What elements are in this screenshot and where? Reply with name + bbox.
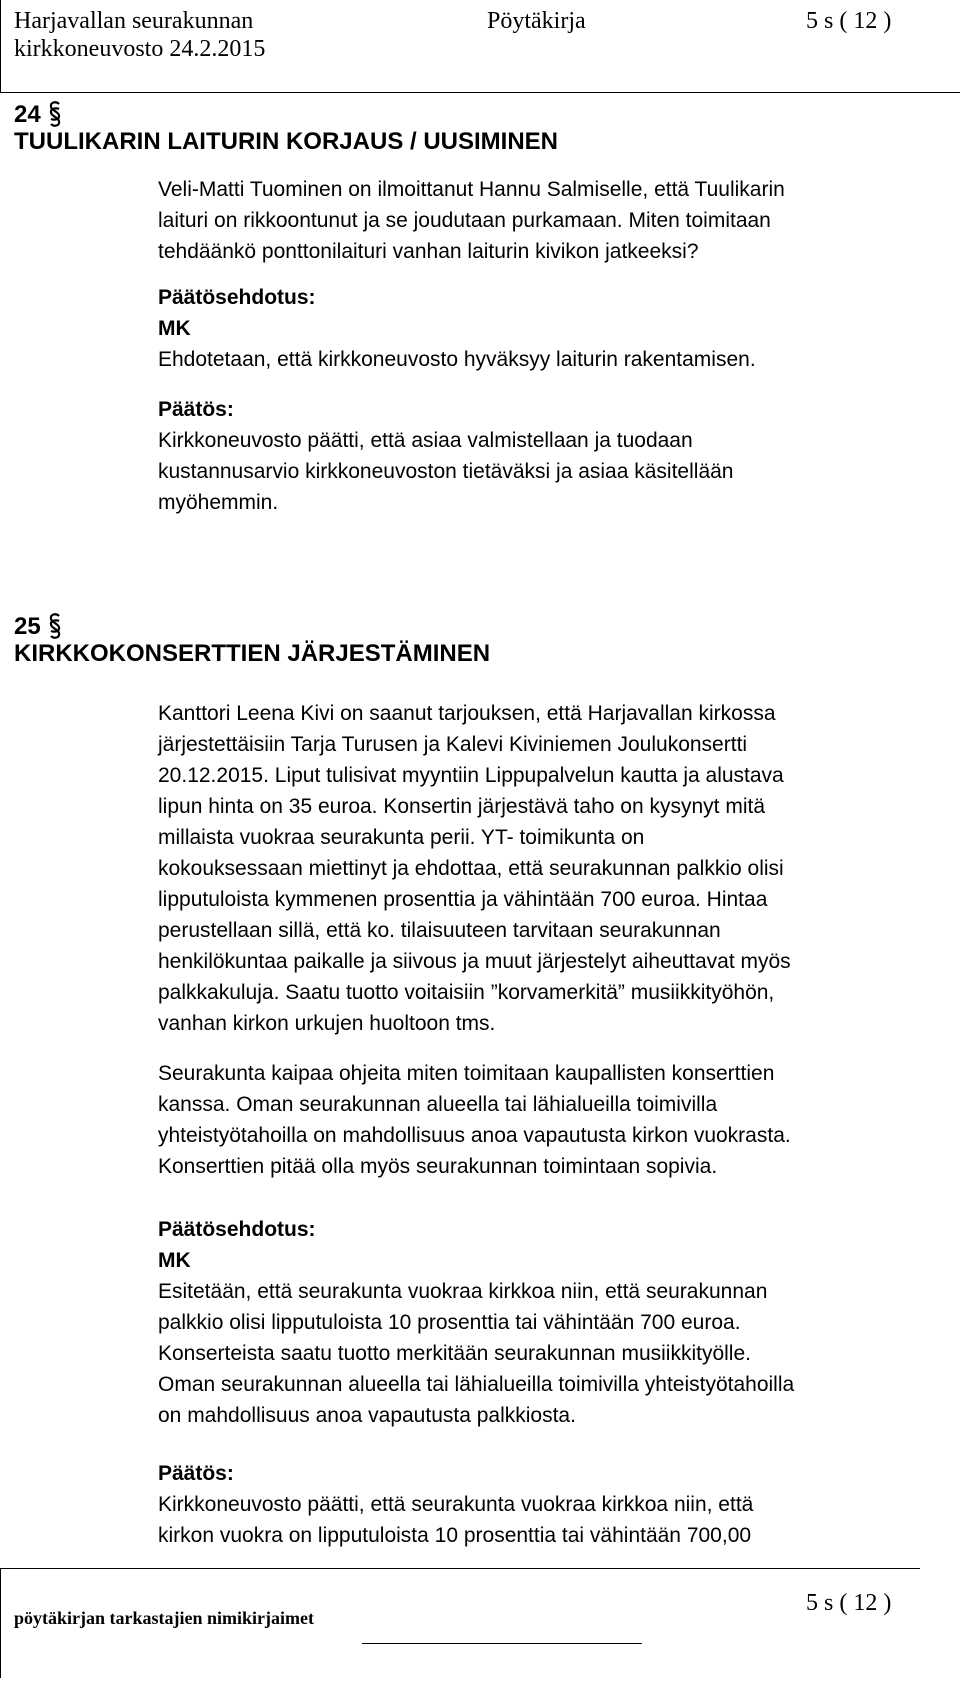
text-line: henkilökuntaa paikalle ja siivous ja muut järjestelyt aiheuttavat myös [158,950,791,973]
signature-label: pöytäkirjan tarkastajien nimikirjaimet [14,1608,314,1628]
proposal-block [158,1214,958,1431]
section-intro-continued [158,1058,958,1182]
organization-name: Harjavallan seurakunnan [14,8,254,34]
header-rule [0,92,960,93]
text-line: Veli-Matti Tuominen on ilmoittanut Hannu Salmiselle, että Tuulikarin [158,178,785,201]
text-line: 20.12.2015. Liput tulisivat myyntiin Lippupalvelun kautta ja alustava [158,764,784,787]
footer-page-number: 5 s ( 12 ) [806,1590,892,1616]
text-line: Esitetään, että seurakunta vuokraa kirkkoa niin, että seurakunnan [158,1280,768,1303]
text-line: perustellaan sillä, että ko. tilaisuuteen tarvitaan seurakunnan [158,919,721,942]
decision-block [158,1458,958,1551]
proposer-initials: MK [158,317,191,340]
section-intro [158,174,958,267]
meeting-name: kirkkoneuvosto 24.2.2015 [14,36,266,62]
text-line: palkkio olisi lipputuloista 10 prosenttia tai vähintään 700 euroa. [158,1311,741,1334]
section-number-text: 25 [14,613,41,640]
decision-block [158,394,958,518]
text-line: Kirkkoneuvosto päätti, että asiaa valmistellaan ja tuodaan [158,429,693,452]
text-line: palkkakuluja. Saatu tuotto voitaisiin ”korvamerkitä” musiikkityöhön, [158,981,775,1004]
text-line: kirkon vuokra on lipputuloista 10 prosenttia tai vähintään 700,00 [158,1524,752,1547]
document-type: Pöytäkirja [487,8,586,34]
header-left-rule [0,0,1,93]
decision-label: Päätös: [158,1462,234,1485]
text-line: kanssa. Oman seurakunnan alueella tai lähialueilla toimivilla [158,1093,718,1116]
footer-left-rule [0,1568,1,1678]
text-line: Konserteista saatu tuotto merkitään seurakunnan musiikkityölle. [158,1342,751,1365]
section-title: TUULIKARIN LAITURIN KORJAUS / UUSIMINEN [14,128,558,155]
text-line: laituri on rikkoontunut ja se joudutaan purkamaan. Miten toimitaan [158,209,771,232]
text-line: myöhemmin. [158,491,279,514]
proposal-label: Päätösehdotus: [158,1218,316,1241]
text-line: lipputuloista kymmenen prosenttia ja vähintään 700 euroa. Hintaa [158,888,768,911]
proposal-block [158,282,958,375]
decision-label: Päätös: [158,398,234,421]
proposal-label: Päätösehdotus: [158,286,316,309]
text-line: yhteistyötahoilla on mahdollisuus anoa vapautusta kirkon vuokrasta. [158,1124,791,1147]
section-number-text: 24 [14,101,41,128]
text-line: Ehdotetaan, että kirkkoneuvosto hyväksyy laiturin rakentamisen. [158,348,756,371]
text-line: järjestettäisiin Tarja Turusen ja Kalevi Kiviniemen Joulukonsertti [158,733,748,756]
proposer-initials: MK [158,1249,191,1272]
signature-line [362,1643,642,1644]
text-line: Konserttien pitää olla myös seurakunnan toimintaan sopivia. [158,1155,718,1178]
text-line: Kirkkoneuvosto päätti, että seurakunta vuokraa kirkkoa niin, että [158,1493,754,1516]
footer-rule [0,1568,920,1569]
text-line: Kanttori Leena Kivi on saanut tarjouksen, että Harjavallan kirkossa [158,702,776,725]
text-line: kokouksessaan miettinyt ja ehdottaa, että seurakunnan palkkio olisi [158,857,784,880]
text-line: vanhan kirkon urkujen huoltoon tms. [158,1012,496,1035]
text-line: on mahdollisuus anoa vapautusta palkkiosta. [158,1404,576,1427]
text-line: millaista vuokraa seurakunta perii. YT- toimikunta on [158,826,645,849]
text-line: kustannusarvio kirkkoneuvoston tietäväksi ja asiaa käsitellään [158,460,734,483]
text-line: Seurakunta kaipaa ohjeita miten toimitaan kaupallisten konserttien [158,1062,775,1085]
text-line: Oman seurakunnan alueella tai lähialueilla toimivilla yhteistyötahoilla [158,1373,795,1396]
text-line: tehdäänkö ponttonilaituri vanhan laiturin kivikon jatkeeksi? [158,240,699,263]
section-intro [158,698,958,1039]
section-title: KIRKKOKONSERTTIEN JÄRJESTÄMINEN [14,640,491,667]
text-line: lipun hinta on 35 euroa. Konsertin järjestävä taho on kysynyt mitä [158,795,766,818]
header-page-number: 5 s ( 12 ) [806,8,892,34]
